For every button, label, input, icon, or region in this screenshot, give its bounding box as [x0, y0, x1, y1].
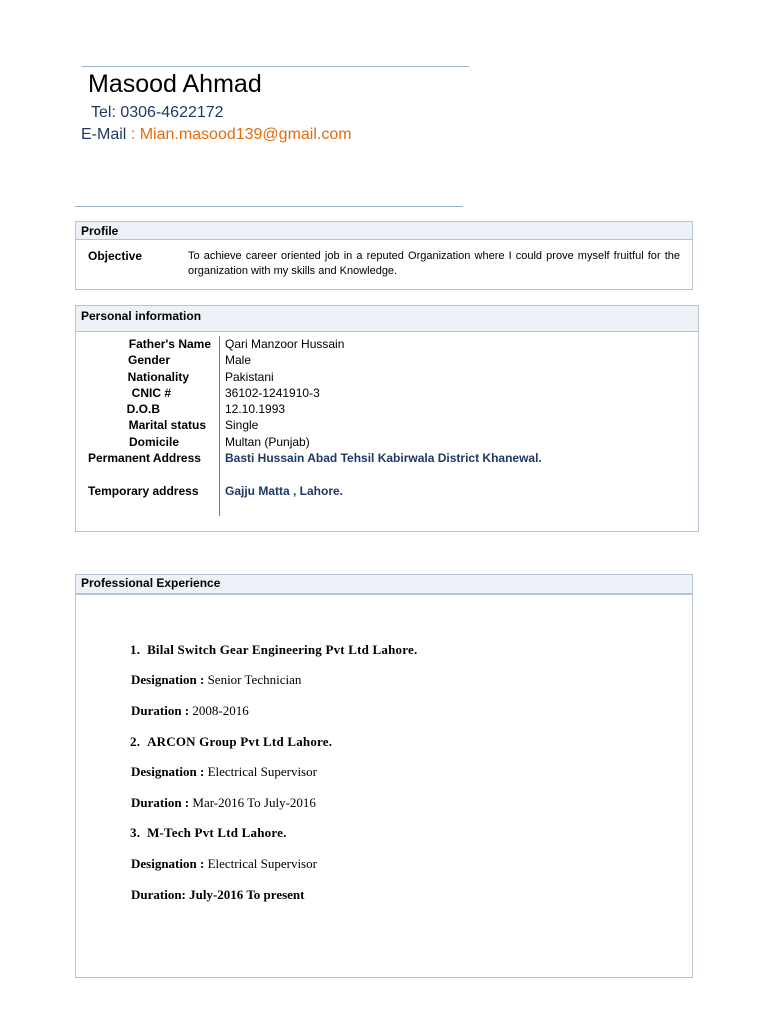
- job-duration-2: [131, 795, 316, 811]
- job-designation-2: [131, 764, 317, 780]
- nationality-value: Pakistani: [225, 369, 274, 384]
- objective-label: Objective: [88, 249, 143, 263]
- job-company-3: M-Tech Pvt Ltd Lahore.: [147, 825, 287, 840]
- job-designation-3: [131, 856, 317, 872]
- dob-value: 12.10.1993: [225, 402, 286, 417]
- personal-info-section: [75, 305, 699, 532]
- candidate-name: Masood Ahmad: [88, 70, 262, 98]
- email-separator: :: [126, 126, 140, 143]
- objective-text: To achieve career oriented job in a reputed Organization where I could prove myself fruitful for the organization with my skills and Knowledge.: [188, 250, 680, 277]
- job-company-1: Bilal Switch Gear Engineering Pvt Ltd Lahore.: [147, 642, 418, 657]
- job-title-3: [130, 825, 287, 841]
- job-company-2: ARCON Group Pvt Ltd Lahore.: [147, 734, 333, 749]
- email-line: [81, 126, 352, 144]
- dob-label: D.O.B: [126, 402, 160, 417]
- temporary-address-value: Gajju Matta , Lahore.: [225, 483, 344, 498]
- duration-label-2: Duration :: [131, 795, 190, 810]
- domicile-value: Multan (Punjab): [225, 434, 310, 449]
- profile-heading: Profile: [76, 222, 692, 240]
- designation-label-1: Designation :: [131, 672, 205, 687]
- gender-value: Male: [225, 353, 252, 368]
- job-duration-3: [131, 887, 304, 903]
- personal-info-divider: [219, 336, 220, 516]
- header-bottom-rule: [75, 206, 463, 207]
- phone-number: Tel: 0306-4622172: [91, 104, 224, 121]
- personal-info-heading: Personal information: [76, 306, 698, 332]
- duration-label-1: Duration :: [131, 703, 190, 718]
- permanent-address-label: Permanent Address: [88, 451, 201, 466]
- email-address[interactable]: Mian.masood139@gmail.com: [139, 126, 352, 143]
- designation-value-1: Senior Technician: [207, 672, 302, 687]
- job-duration-1: [131, 703, 249, 719]
- cnic-label: CNIC #: [131, 385, 171, 400]
- designation-value-3: Electrical Supervisor: [207, 856, 317, 871]
- gender-label: Gender: [127, 353, 170, 368]
- nationality-label: Nationality: [127, 369, 189, 384]
- top-rule: [82, 66, 469, 67]
- marital-status-label: Marital status: [128, 418, 206, 433]
- job-number-1: 1.: [130, 642, 141, 657]
- profile-section: [75, 221, 693, 290]
- duration-value-1: 2008-2016: [192, 703, 249, 718]
- designation-value-2: Electrical Supervisor: [207, 764, 317, 779]
- job-number-2: 2.: [130, 734, 141, 749]
- temporary-address-label: Temporary address: [88, 483, 199, 498]
- experience-heading-underline: [76, 594, 692, 595]
- experience-section: [75, 574, 693, 978]
- job-number-3: 3.: [130, 825, 141, 840]
- marital-status-value: Single: [225, 418, 259, 433]
- fathers-name-label: Father's Name: [128, 337, 211, 351]
- job-designation-1: [131, 672, 301, 688]
- duration-value-2: Mar-2016 To July-2016: [192, 795, 316, 810]
- job-title-2: [130, 734, 332, 750]
- cnic-value: 36102-1241910-3: [225, 385, 320, 400]
- personal-info-values: [225, 336, 685, 499]
- designation-label-2: Designation :: [131, 764, 205, 779]
- fathers-name-value: Qari Manzoor Hussain: [225, 337, 345, 351]
- email-label: E-Mail: [81, 126, 127, 143]
- personal-info-labels: [76, 336, 216, 499]
- duration-full-3: Duration: July-2016 To present: [131, 887, 305, 902]
- job-title-1: [130, 642, 417, 658]
- experience-heading: Professional Experience: [76, 575, 692, 594]
- permanent-address-value: Basti Hussain Abad Tehsil Kabirwala District Khanewal.: [225, 451, 542, 466]
- domicile-label: Domicile: [128, 434, 179, 449]
- designation-label-3: Designation :: [131, 856, 205, 871]
